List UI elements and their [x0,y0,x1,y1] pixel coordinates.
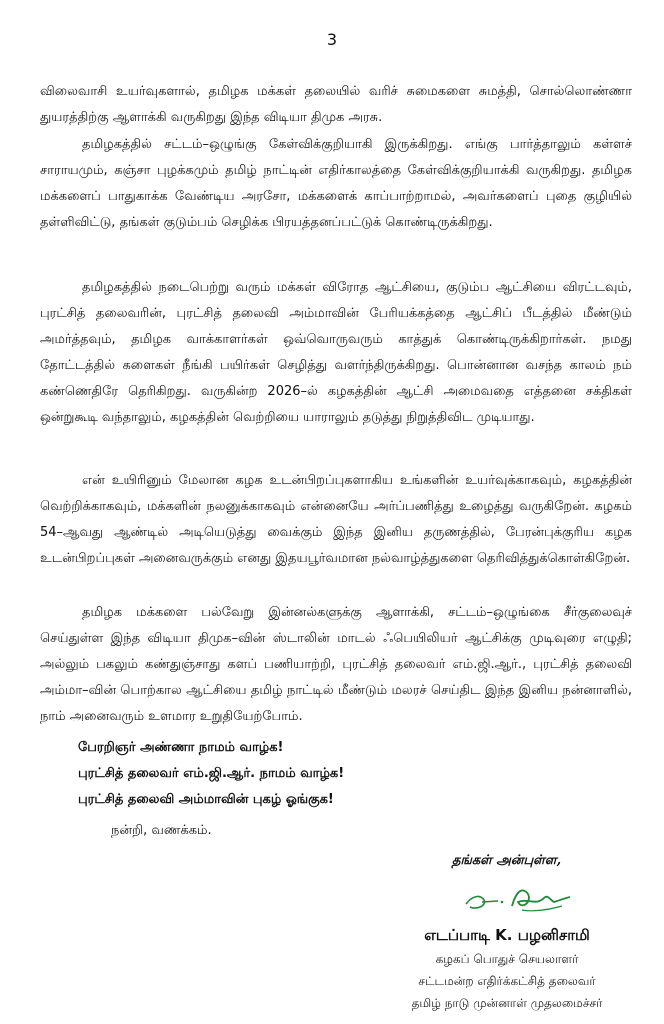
page-number: 3 [326,30,338,49]
signature-image [462,880,572,920]
slogan-anna: பேரறிஞர் அண்ணா நாமம் வாழ்க! [78,740,284,755]
closing-thanks: நன்றி, வணக்கம். [111,823,212,838]
paragraph-1: விலைவாசி உயர்வுகளால், தமிழக மக்கள் தலையில் வரிச் சுமைகளை சுமத்தி, சொல்லொண்ணா துயரத்திற்கு ஆளாக்கி வருகிறது இந்த விடியா திமுக அரசு. [40,84,632,125]
paragraph-2: தமிழகத்தில் சட்டம்–ஒழுங்கு கேள்விக்குறியாகி இருக்கிறது. எங்கு பார்த்தாலும் கள்ளச் சாராயமும், கஞ்சா புழக்கமும் தமிழ் நாட்டின் எதிர்காலத்தை கேள்விக்குறியாக்கி வருகிறது. தமிழக மக்களைப் பாதுகாக்க வேண்டிய அரசோ, மக்களைக் காப்பாற்றாமல், அவர்களைப் புதை குழியில் தள்ளிவிட்டு, தங்கள் குடும்பம் செழிக்க பிரயத்தனப்பட்டுக் கொண்டிருக்கிறது. [40,137,632,230]
signatory-title-3: தமிழ் நாடு முன்னாள் முதலமைச்சர் [411,996,603,1010]
paragraph-4: என் உயிரினும் மேலான கழக உடன்பிறப்புகளாகிய உங்களின் உயர்வுக்காகவும், கழகத்தின் வெற்றிக்காகவும், மக்களின் நலனுக்காகவும் என்னையே அர்ப்பணித்து உழைத்து வருகிறேன். கழகம் 54–ஆவது ஆண்டில் அடியெடுத்து வைக்கும் இந்த இனிய தருணத்தில், பேரன்புக்குரிய கழக உடன்பிறப்புகள் அனைவருக்கும் எனது இதயபூர்வமான நல்வாழ்த்துகளை தெரிவித்துக்கொள்கிறேன். [40,473,632,566]
paragraph-3: தமிழகத்தில் நடைபெற்று வரும் மக்கள் விரோத ஆட்சியை, குடும்ப ஆட்சியை விரட்டவும், புரட்சித் தலைவரின், புரட்சித் தலைவி அம்மாவின் பேரியக்கத்தை ஆட்சிப் பீடத்தில் மீண்டும் அமர்த்தவும், தமிழக வாக்காளர்கள் ஒவ்வொருவரும் காத்துக் கொண்டிருக்கிறார்கள். நமது தோட்டத்தில் களைகள் நீங்கி பயிர்கள் செழித்து வளர்ந்திருக்கிறது. பொன்னான வசந்த காலம் நம் கண்ணெதிரே தெரிகிறது. வருகின்ற 2026–ல் கழகத்தின் ஆட்சி அமைவதை எத்தனை சக்திகள் ஒன்றுகூடி வந்தாலும், கழகத்தின் வெற்றியை யாராலும் தடுத்து நிறுத்திவிட முடியாது. [40,280,632,425]
slogan-amma: புரட்சித் தலைவி அம்மாவின் புகழ் ஓங்குக! [78,792,334,807]
slogan-mgr: புரட்சித் தலைவர் எம்.ஜி.ஆர். நாமம் வாழ்க! [78,766,345,781]
signatory-title-1: கழகப் பொதுச் செயலாளர் [435,952,579,966]
signatory-name: எடப்பாடி K. பழனிசாமி [424,926,590,944]
paragraph-5: தமிழக மக்களை பல்வேறு இன்னல்களுக்கு ஆளாக்கி, சட்டம்–ஒழுங்கை சீர்குலைவுச் செய்துள்ள இந்த விடியா திமுக–வின் ஸ்டாலின் மாடல் ஃபெயிலியர் ஆட்சிக்கு முடிவுரை எழுதி; அல்லும் பகலும் கண்துஞ்சாது களப் பணியாற்றி, புரட்சித் தலைவர் எம்.ஜி.ஆர்., புரட்சித் தலைவி அம்மா–வின் பொற்கால ஆட்சியை தமிழ் நாட்டில் மீண்டும் மலரச் செய்திட இந்த இனிய நன்னாளில், நாம் அனைவரும் உளமார உறுதியேற்போம். [40,605,632,724]
yours-truly: தங்கள் அன்புள்ள, [452,853,562,868]
slogans [78,735,344,813]
signature-block [372,922,642,1014]
signatory-title-2: சட்டமன்ற எதிர்க்கட்சித் தலைவர் [418,974,596,988]
